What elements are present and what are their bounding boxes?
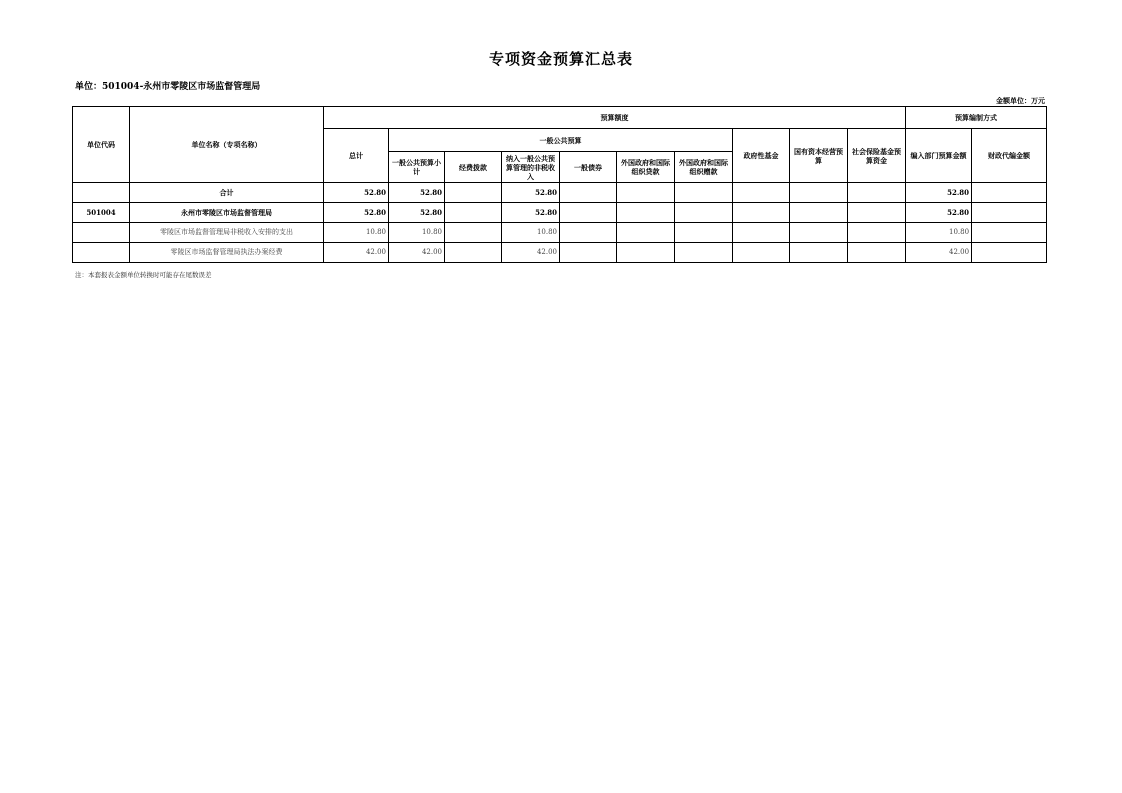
cell-alloc	[445, 243, 502, 263]
cell-alloc	[445, 183, 502, 203]
cell-govfund	[733, 183, 790, 203]
cell-name: 零陵区市场监督管理局执法办案经费	[130, 243, 324, 263]
cell-subtotal: 52.80	[389, 203, 445, 223]
table-row	[73, 203, 1047, 223]
table-body	[73, 183, 1047, 263]
cell-name: 永州市零陵区市场监督管理局	[130, 203, 324, 223]
cell-subtotal: 52.80	[389, 183, 445, 203]
cell-social	[848, 203, 906, 223]
cell-statecap	[790, 183, 848, 203]
page-title: 专项资金预算汇总表	[488, 50, 633, 68]
cell-total: 52.80	[324, 203, 389, 223]
footnote: 注：本套报表金额单位转换时可能存在尾数误差	[75, 271, 212, 279]
cell-fiscal	[972, 243, 1047, 263]
cell-fiscal	[972, 203, 1047, 223]
cell-govfund	[733, 223, 790, 243]
header-social-insurance: 社会保险基金预算资金	[848, 129, 906, 183]
cell-code	[73, 223, 130, 243]
cell-dept: 42.00	[906, 243, 972, 263]
cell-bonds	[560, 223, 617, 243]
cell-subtotal: 10.80	[389, 223, 445, 243]
table-row	[73, 223, 1047, 243]
header-allocated-funds: 经费拨款	[445, 152, 502, 183]
table-row-total	[73, 183, 1047, 203]
cell-social	[848, 183, 906, 203]
header-fiscal-compile: 财政代编金额	[972, 129, 1047, 183]
cell-bonds	[560, 203, 617, 223]
header-foreign-loans: 外国政府和国际组织贷款	[617, 152, 675, 183]
cell-bonds	[560, 183, 617, 203]
cell-statecap	[790, 243, 848, 263]
header-gpb-subtotal: 一般公共预算小计	[389, 152, 445, 183]
cell-name: 合计	[130, 183, 324, 203]
header-foreign-grants: 外国政府和国际组织赠款	[675, 152, 733, 183]
cell-grants	[675, 243, 733, 263]
cell-statecap	[790, 223, 848, 243]
cell-nontax: 52.80	[502, 203, 560, 223]
cell-code	[73, 183, 130, 203]
cell-dept: 52.80	[906, 203, 972, 223]
cell-dept: 10.80	[906, 223, 972, 243]
unit-line: 单位：501004-永州市零陵区市场监督管理局	[75, 82, 261, 92]
cell-loans	[617, 223, 675, 243]
table-header	[73, 107, 1047, 183]
table-row	[73, 243, 1047, 263]
cell-loans	[617, 183, 675, 203]
header-budget-amount: 预算额度	[324, 107, 906, 129]
cell-fiscal	[972, 183, 1047, 203]
cell-subtotal: 42.00	[389, 243, 445, 263]
cell-code	[73, 243, 130, 263]
cell-grants	[675, 183, 733, 203]
cell-nontax: 10.80	[502, 223, 560, 243]
header-unit-code: 单位代码	[73, 107, 130, 183]
header-dept-budget: 编入部门预算金额	[906, 129, 972, 183]
header-unit-name: 单位名称（专项名称）	[130, 107, 324, 183]
header-gov-fund: 政府性基金	[733, 129, 790, 183]
cell-grants	[675, 223, 733, 243]
header-compile-method: 预算编制方式	[906, 107, 1047, 129]
cell-alloc	[445, 223, 502, 243]
cell-loans	[617, 203, 675, 223]
cell-total: 42.00	[324, 243, 389, 263]
cell-statecap	[790, 203, 848, 223]
cell-social	[848, 243, 906, 263]
header-general-public-budget: 一般公共预算	[389, 129, 733, 152]
cell-alloc	[445, 203, 502, 223]
cell-grants	[675, 203, 733, 223]
header-nontax-revenue: 纳入一般公共预算管理的非税收入	[502, 152, 560, 183]
cell-dept: 52.80	[906, 183, 972, 203]
cell-social	[848, 223, 906, 243]
budget-summary-table	[72, 106, 1047, 263]
cell-govfund	[733, 243, 790, 263]
header-state-capital: 国有资本经营预算	[790, 129, 848, 183]
cell-fiscal	[972, 223, 1047, 243]
cell-loans	[617, 243, 675, 263]
cell-govfund	[733, 203, 790, 223]
cell-nontax: 42.00	[502, 243, 560, 263]
cell-total: 52.80	[324, 183, 389, 203]
cell-total: 10.80	[324, 223, 389, 243]
cell-bonds	[560, 243, 617, 263]
header-general-bonds: 一般债券	[560, 152, 617, 183]
cell-nontax: 52.80	[502, 183, 560, 203]
cell-code: 501004	[73, 203, 130, 223]
header-total: 总计	[324, 129, 389, 183]
money-unit-label: 金额单位：万元	[996, 96, 1045, 105]
cell-name: 零陵区市场监督管理局非税收入安排的支出	[130, 223, 324, 243]
